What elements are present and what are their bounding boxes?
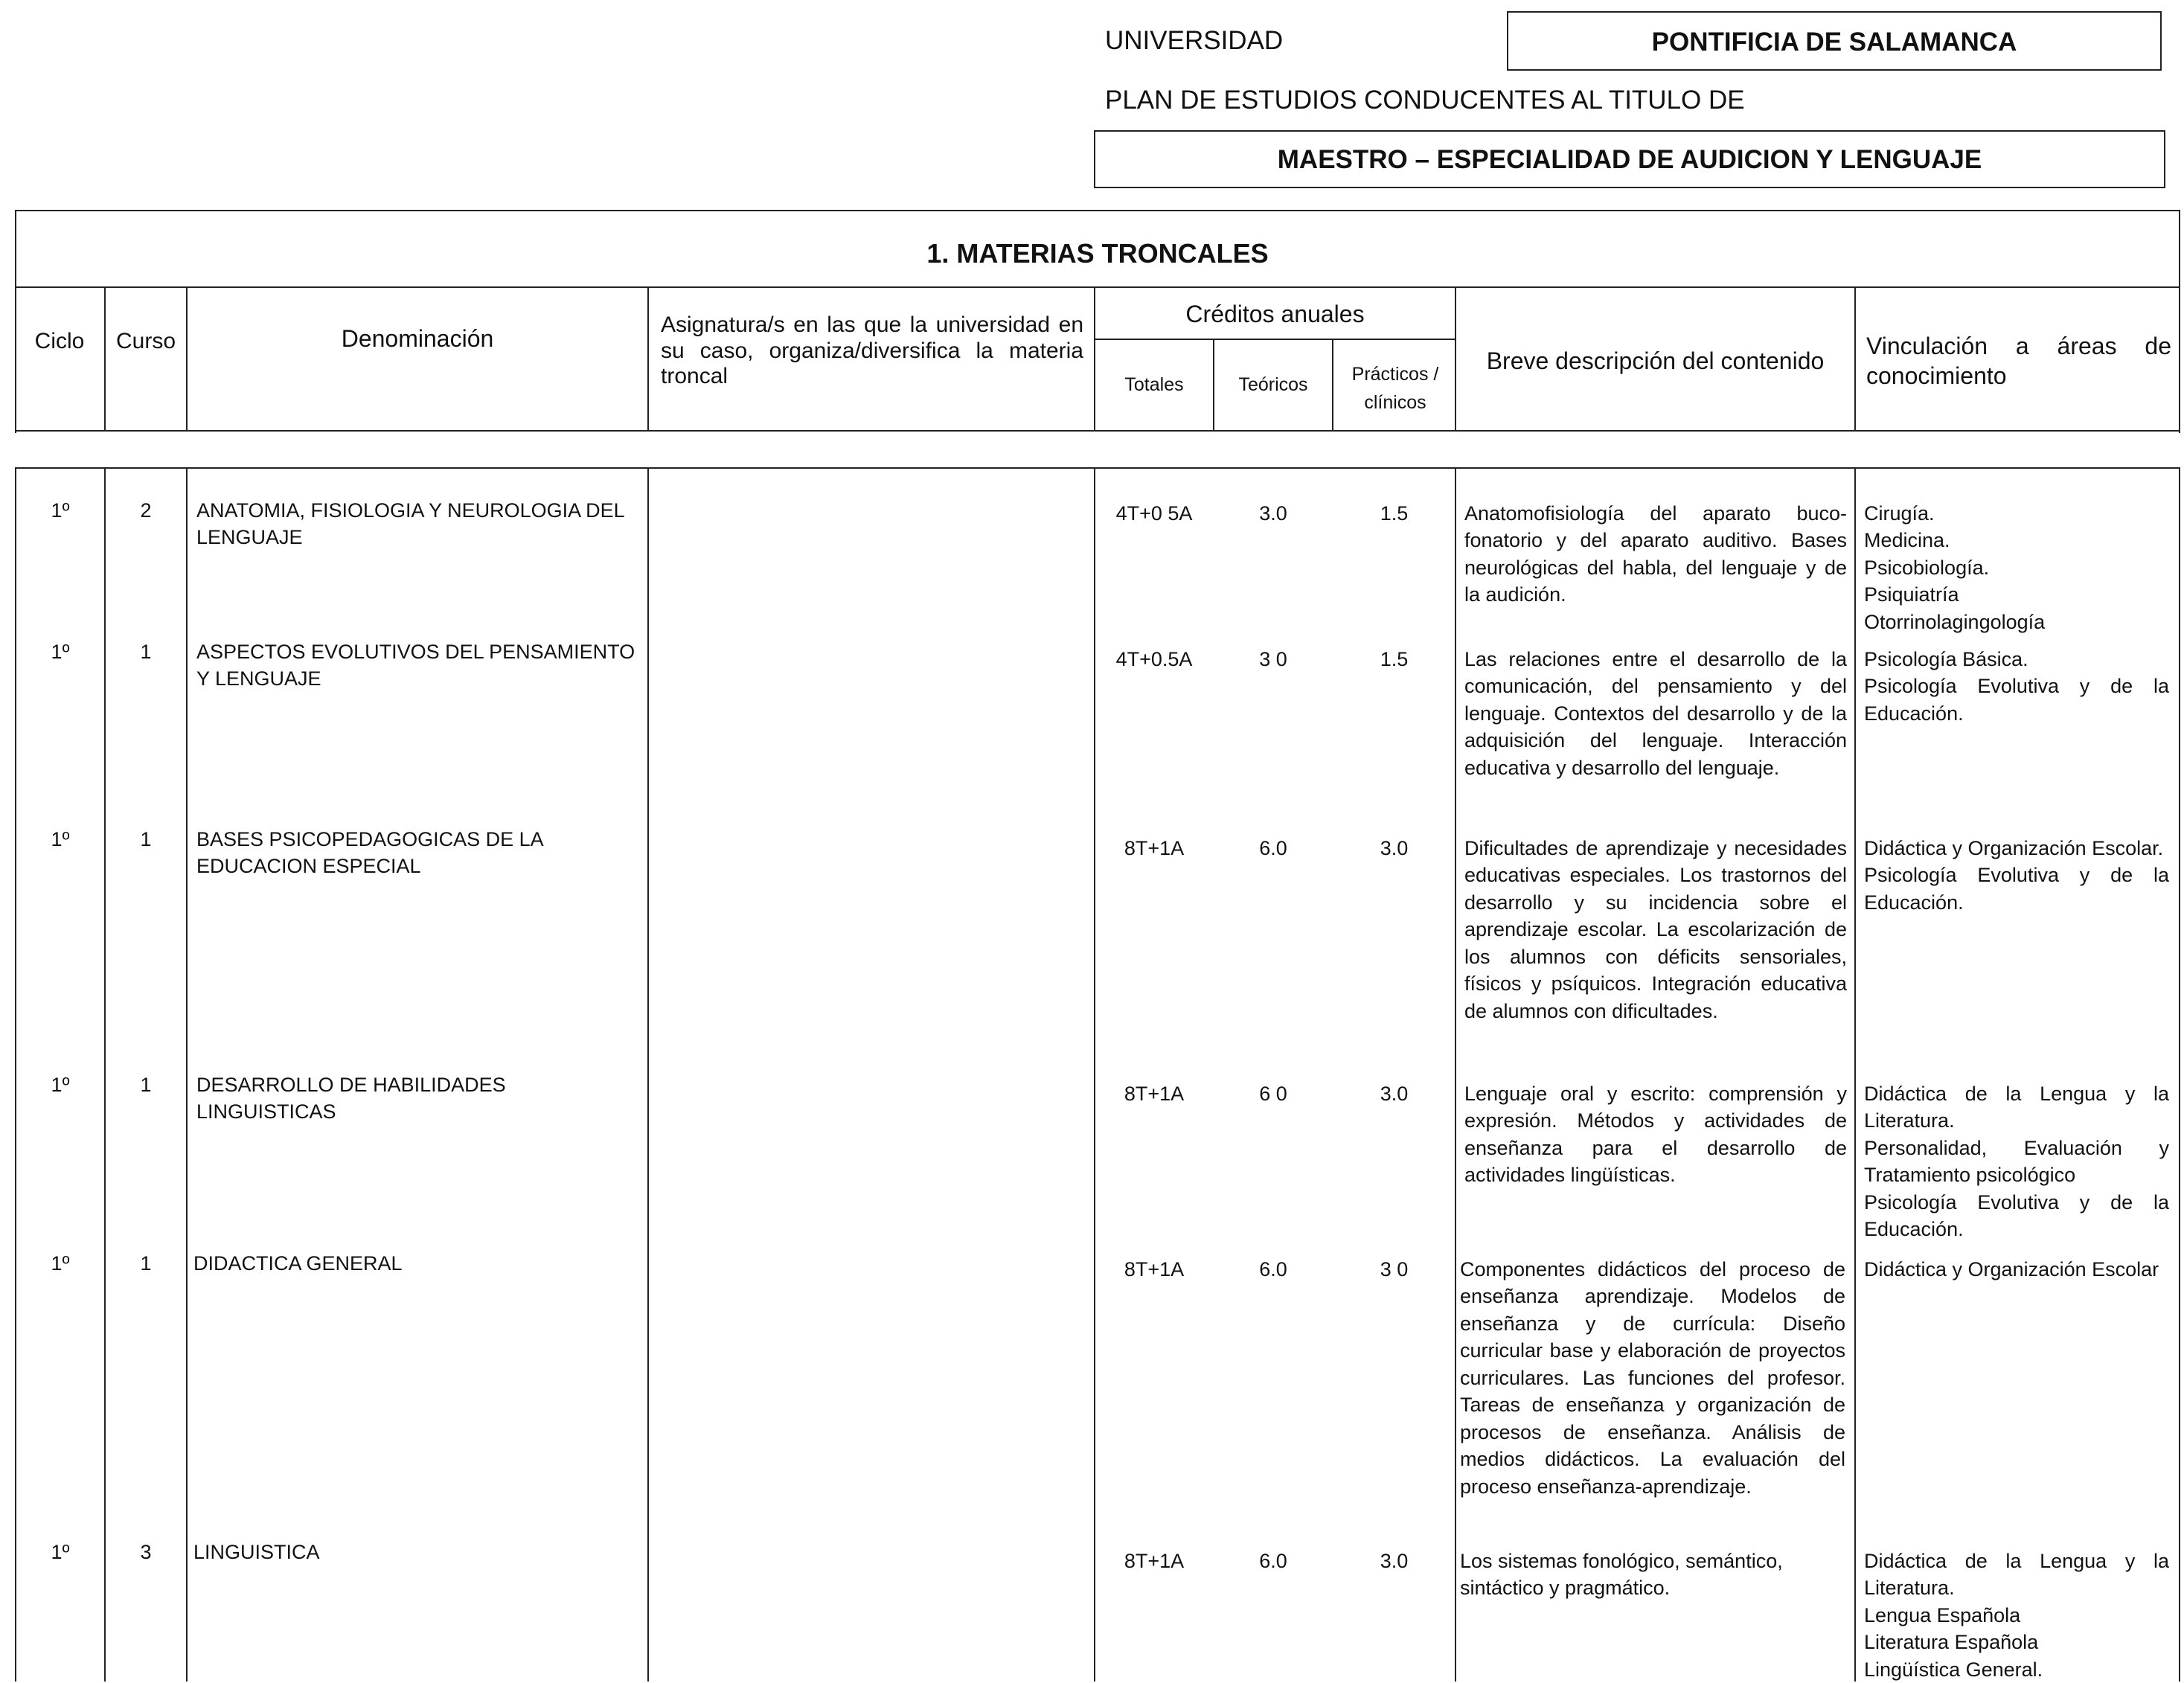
col-curso: Curso (115, 329, 176, 353)
row-ciclo: 1º (51, 1252, 70, 1275)
area-item: Psicología Evolutiva y de la Educación. (1864, 864, 2169, 914)
section-title: 1. MATERIAS TRONCALES (926, 238, 1269, 269)
row-denominacion: ASPECTOS EVOLUTIVOS DEL PENSAMIENTO Y LENGUAJE (196, 641, 635, 690)
row-ciclo: 1º (51, 828, 70, 850)
row-denominacion: BASES PSICOPEDAGOGICAS DE LA EDUCACION ESPECIAL (196, 828, 543, 878)
university-name-box (1507, 11, 2162, 71)
row-denominacion: LINGUISTICA (193, 1541, 320, 1563)
col-denominacion: Denominación (341, 325, 494, 352)
area-item: Didáctica de la Lengua y la Literatura. (1864, 1550, 2169, 1600)
row-practicos: 1.5 (1380, 648, 1409, 670)
degree-title-box (1094, 130, 2165, 188)
col-asignaturas: Asignatura/s en las que la universidad en su caso, organiza/diversifica la materia troncal (661, 312, 1083, 388)
col-divider (1332, 339, 1333, 432)
col-totales: Totales (1124, 374, 1184, 395)
area-item: Psicobiología. (1864, 556, 1990, 579)
col-creditos: Créditos anuales (1185, 301, 1365, 327)
university-name: PONTIFICIA DE SALAMANCA (1651, 28, 2017, 57)
area-item: Otorrinolagingología (1864, 610, 2046, 633)
row-practicos: 3.0 (1380, 1550, 1409, 1572)
row-totales: 8T+1A (1124, 1083, 1185, 1105)
row-curso: 2 (140, 499, 152, 522)
row-descripcion: Los sistemas fonológico, semántico, sintáctico y pragmático. (1460, 1550, 1783, 1600)
row-practicos: 1.5 (1380, 502, 1409, 525)
row-totales: 8T+1A (1124, 837, 1185, 859)
body-col-divider (647, 467, 649, 1682)
area-item: Psicología Básica. (1864, 648, 2028, 670)
row-descripcion: Anatomofisiología del aparato buco-fonatorio y del aparato auditivo. Bases neurológicas del habla, del lenguaje y de la audición. (1464, 502, 1847, 606)
area-item: Didáctica de la Lengua y la Literatura. (1864, 1083, 2169, 1132)
area-item: Didáctica y Organización Escolar (1864, 1258, 2159, 1280)
row-curso: 1 (140, 641, 152, 663)
row-totales: 4T+0 5A (1115, 502, 1193, 525)
col-practicos: Prácticos / clínicos (1351, 364, 1439, 413)
body-right-border (2179, 467, 2180, 1682)
area-item: Medicina. (1864, 529, 1950, 552)
row-vinculacion (1864, 1548, 2169, 1683)
row-totales: 4T+0.5A (1115, 648, 1193, 670)
row-descripcion: Las relaciones entre el desarrollo de la comunicación, del pensamiento y del lenguaje. Contextos del desarrollo y de la adquisición del lenguaje. Interacción educativa y desarrollo del lenguaje. (1464, 648, 1847, 779)
plan-label: PLAN DE ESTUDIOS CONDUCENTES AL TITULO DE (1105, 86, 1745, 115)
area-item: Lingüística General. (1864, 1658, 2043, 1681)
university-label: UNIVERSIDAD (1105, 26, 1284, 55)
area-item: Psicología Evolutiva y de la Educación. (1864, 1190, 2169, 1241)
col-divider (1854, 286, 1856, 432)
body-col-divider (1854, 467, 1856, 1682)
col-ciclo: Ciclo (34, 329, 85, 353)
row-curso: 1 (140, 1074, 152, 1096)
row-descripcion: Componentes didácticos del proceso de enseñanza aprendizaje. Modelos de enseñanza y de currícula: Diseño curricular base y elaboración de proyectos curriculares. Las funciones del profesor. Tareas de enseñanza y organización de procesos de enseñanza. Análisis de medios didácticos. La evaluación del proceso enseñanza-aprendizaje. (1460, 1258, 1845, 1498)
row-ciclo: 1º (51, 499, 70, 522)
row-vinculacion (1864, 835, 2169, 916)
row-practicos: 3.0 (1380, 837, 1409, 859)
degree-title: MAESTRO – ESPECIALIDAD DE AUDICION Y LENGUAJE (1277, 145, 1982, 174)
row-teoricos: 6 0 (1259, 1083, 1287, 1105)
row-totales: 8T+1A (1124, 1258, 1185, 1280)
row-curso: 3 (140, 1541, 152, 1563)
row-teoricos: 3 0 (1259, 648, 1287, 670)
row-totales: 8T+1A (1124, 1550, 1185, 1572)
body-col-divider (186, 467, 188, 1682)
row-vinculacion (1864, 1080, 2169, 1243)
row-ciclo: 1º (51, 641, 70, 663)
row-denominacion: DIDACTICA GENERAL (193, 1252, 403, 1275)
area-item: Lengua Española (1864, 1603, 2021, 1626)
col-divider (186, 286, 188, 432)
row-teoricos: 6.0 (1259, 1258, 1287, 1280)
row-descripcion: Lenguaje oral y escrito: comprensión y expresión. Métodos y actividades de enseñanza para el desarrollo de actividades lingüísticas. (1464, 1083, 1847, 1187)
col-divider (647, 286, 649, 432)
col-teoricos: Teóricos (1238, 374, 1308, 395)
row-ciclo: 1º (51, 1541, 70, 1563)
creditos-divider (1094, 339, 1456, 340)
row-denominacion: ANATOMIA, FISIOLOGIA Y NEUROLOGIA DEL LENGUAJE (196, 499, 624, 549)
col-descripcion: Breve descripción del contenido (1486, 347, 1825, 374)
row-vinculacion (1864, 646, 2169, 727)
row-vinculacion (1864, 500, 2169, 635)
row-teoricos: 6.0 (1259, 837, 1287, 859)
area-item: Personalidad, Evaluación y Tratamiento psicológico (1864, 1136, 2169, 1187)
table-top-border (15, 210, 2180, 211)
row-teoricos: 3.0 (1259, 502, 1287, 525)
area-item: Literatura Española (1864, 1631, 2039, 1654)
body-col-divider (1455, 467, 1456, 1682)
col-vinculacion: Vinculación a áreas de conocimiento (1866, 333, 2171, 389)
row-vinculacion (1864, 1256, 2169, 1283)
row-ciclo: 1º (51, 1074, 70, 1096)
area-item: Psiquiatría (1864, 583, 1959, 606)
row-denominacion: DESARROLLO DE HABILIDADES LINGUISTICAS (196, 1074, 506, 1123)
row-curso: 1 (140, 1252, 152, 1275)
row-descripcion: Dificultades de aprendizaje y necesidades educativas especiales. Los trastornos del desarrollo y su incidencia sobre el aprendizaje escolar. La escolarización de los alumnos con déficits sensoriales, físicos y psíquicos. Integración educativa de alumnos con dificultades. (1464, 837, 1847, 1022)
row-teoricos: 6.0 (1259, 1550, 1287, 1572)
row-practicos: 3 0 (1380, 1258, 1409, 1280)
area-item: Cirugía. (1864, 502, 1935, 525)
row-practicos: 3.0 (1380, 1083, 1409, 1105)
row-curso: 1 (140, 828, 152, 850)
area-item: Psicología Evolutiva y de la Educación. (1864, 675, 2169, 725)
area-item: Didáctica y Organización Escolar. (1864, 837, 2164, 859)
col-divider (104, 286, 106, 432)
